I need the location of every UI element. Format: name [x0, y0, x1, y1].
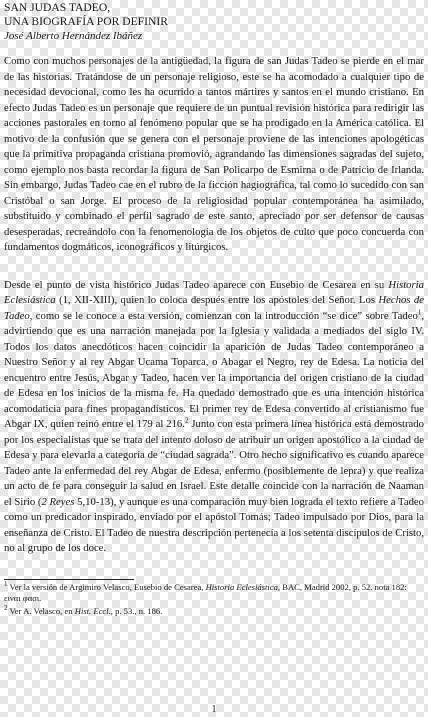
p2-italic-historia: Historia Eclesiástica: [4, 278, 424, 306]
author-name: José Alberto Hernández Ibáñez: [4, 30, 143, 42]
document-title: [4, 1, 424, 29]
p2-text-3: , como se le conoce a esta versión, comienzan con la introducción “se dice” sobre Tadeo: [29, 309, 418, 322]
p2-text-2: (1, XII-XIII), quien lo coloca después entre los apóstoles del Señor. Los: [55, 294, 379, 306]
p2-italic-reyes: 2 Reyes: [41, 495, 75, 508]
footnote-2: [4, 603, 424, 617]
footnote-2-number: 2: [4, 603, 8, 612]
footnote-2-text-c: , p. 53., n. 186.: [110, 605, 163, 616]
footnote-2-italic: Hist. Eccl.: [74, 605, 111, 616]
footnote-1-italic: Historia Eclesiástica: [205, 581, 278, 592]
footnote-1-text-c: , BAC, Madrid 2002, p. 52. nota 182: ειναι φασι.: [4, 581, 407, 603]
paragraph-1: Como con muchos personajes de la antigüedad, la figura de san Judas Tadeo se pierde en el mar de las historias. Tratándose de un personaje religioso, este se ha acomodado a cualquier tipo de necesidad devocional, como les ha ocurrido a tantos mártires y santos en el mundo cristiano. En efecto Judas Tadeo es un personaje que requiere de un puntual revisión histórica para redirigir las acciones pastorales en torno al fenómeno popular que se ha prodigado en la América católica. El motivo de la confusión que se genera con el personaje proviene de las intenciones apologéticas que la primitiva propaganda cristiana promovió, agrandando las dimensiones sagradas del sujeto, como ejemplo nos basta recordar la figura de San Policarpo de Esmirna o de Patricio de Irlanda. Sin embargo, Judas Tadeo cae en el rubro de la ficción hagiográfica, tal como lo sucedido con san Cristóbal o san Jorge. El proceso de la religiosidad popular contemporánea ha asimilado, substituido y combinado el perfil sagrado de este santo, apreciado por ser defensor de causas desesperadas, recreándolo con la fenomenología de los objetos de culto que poco concuerda con fundamentos dogmáticos, iconográficos y litúrgicos.: [4, 55, 424, 253]
p2-text-1: Desde el punto de vista histórico Judas Tadeo aparece con Eusebio de Cesarea en su: [4, 278, 389, 291]
p2-text-6: 5,10-13), y aunque es una comparación muy bien lograda el texto refiere a Tadeo como un predicador inspirado, enviado por el apóstol Tomás; Tadeo impulsado por Dios, para la enseñanza de Cristo. El Tadeo de nuestra descripción pertenecía a los setenta discípulos de Cristo, no al grupo de los doce.: [4, 495, 425, 554]
title-line-2: UNA BIOGRAFÍA POR DEFINIR: [4, 15, 168, 28]
p2-text-5: Junto con esta primera línea histórica está demostrado por los especialistas que se trata del intento doloso de atribuir un origen apostólico a la ciudad de Edesa y para elevarla a categoría de “ciudad sagrada”. Otro hecho significativo es cuando aparece Tadeo ante la enfermedad del rey Abgar de Edesa, enfermo (posiblemente de lepra) y que realiza un acto de fe para conseguir la salud en Israel. Este detalle coincide con la narración de Naaman el Sirio (: [4, 418, 424, 508]
footnote-ref-2[interactable]: 2: [184, 416, 189, 425]
footnote-1: [4, 579, 424, 604]
p2-italic-hechos: Hechos de Tadeo: [4, 294, 424, 322]
footnote-divider: [4, 579, 134, 580]
footnote-1-number: 1: [4, 579, 8, 588]
p2-text-4: , advirtiendo que es una narración manejada por la Iglesia y validada a mediados del siglo IV. Todos los datos anecdóticos hacen coincidir la aparición de Judas Tadeo contemporáneo a Nuestro Señor y al rey Abgar Ucama Toparca, o Abagar el Negro, rey de Edesa. La noticia del encuentro entre Jesús, Abgar y Tadeo, hacen ver la importancia del origen cristiano de la ciudad de Edesa en los inicios de la misma fe. Ha quedado demostrado que es una intención histórica acomodaticia para fines propagandísticos. El primer rey de Edesa convertido al cristianismo fue Abgar IX, quien reinó entre el 179 al 216.: [4, 309, 424, 430]
footnote-ref-1[interactable]: 1: [417, 307, 422, 316]
title-line-1: SAN JUDAS TADEO,: [4, 1, 111, 14]
page-number: 1: [211, 704, 217, 715]
paragraph-2: [4, 278, 424, 557]
footnote-2-text-a: Ver A. Velasco, en: [7, 605, 75, 616]
document-page: [4, 0, 424, 617]
footnote-1-text-a: Ver la versión de Argimiro Velasco, Eusebio de Cesarea,: [7, 581, 206, 592]
